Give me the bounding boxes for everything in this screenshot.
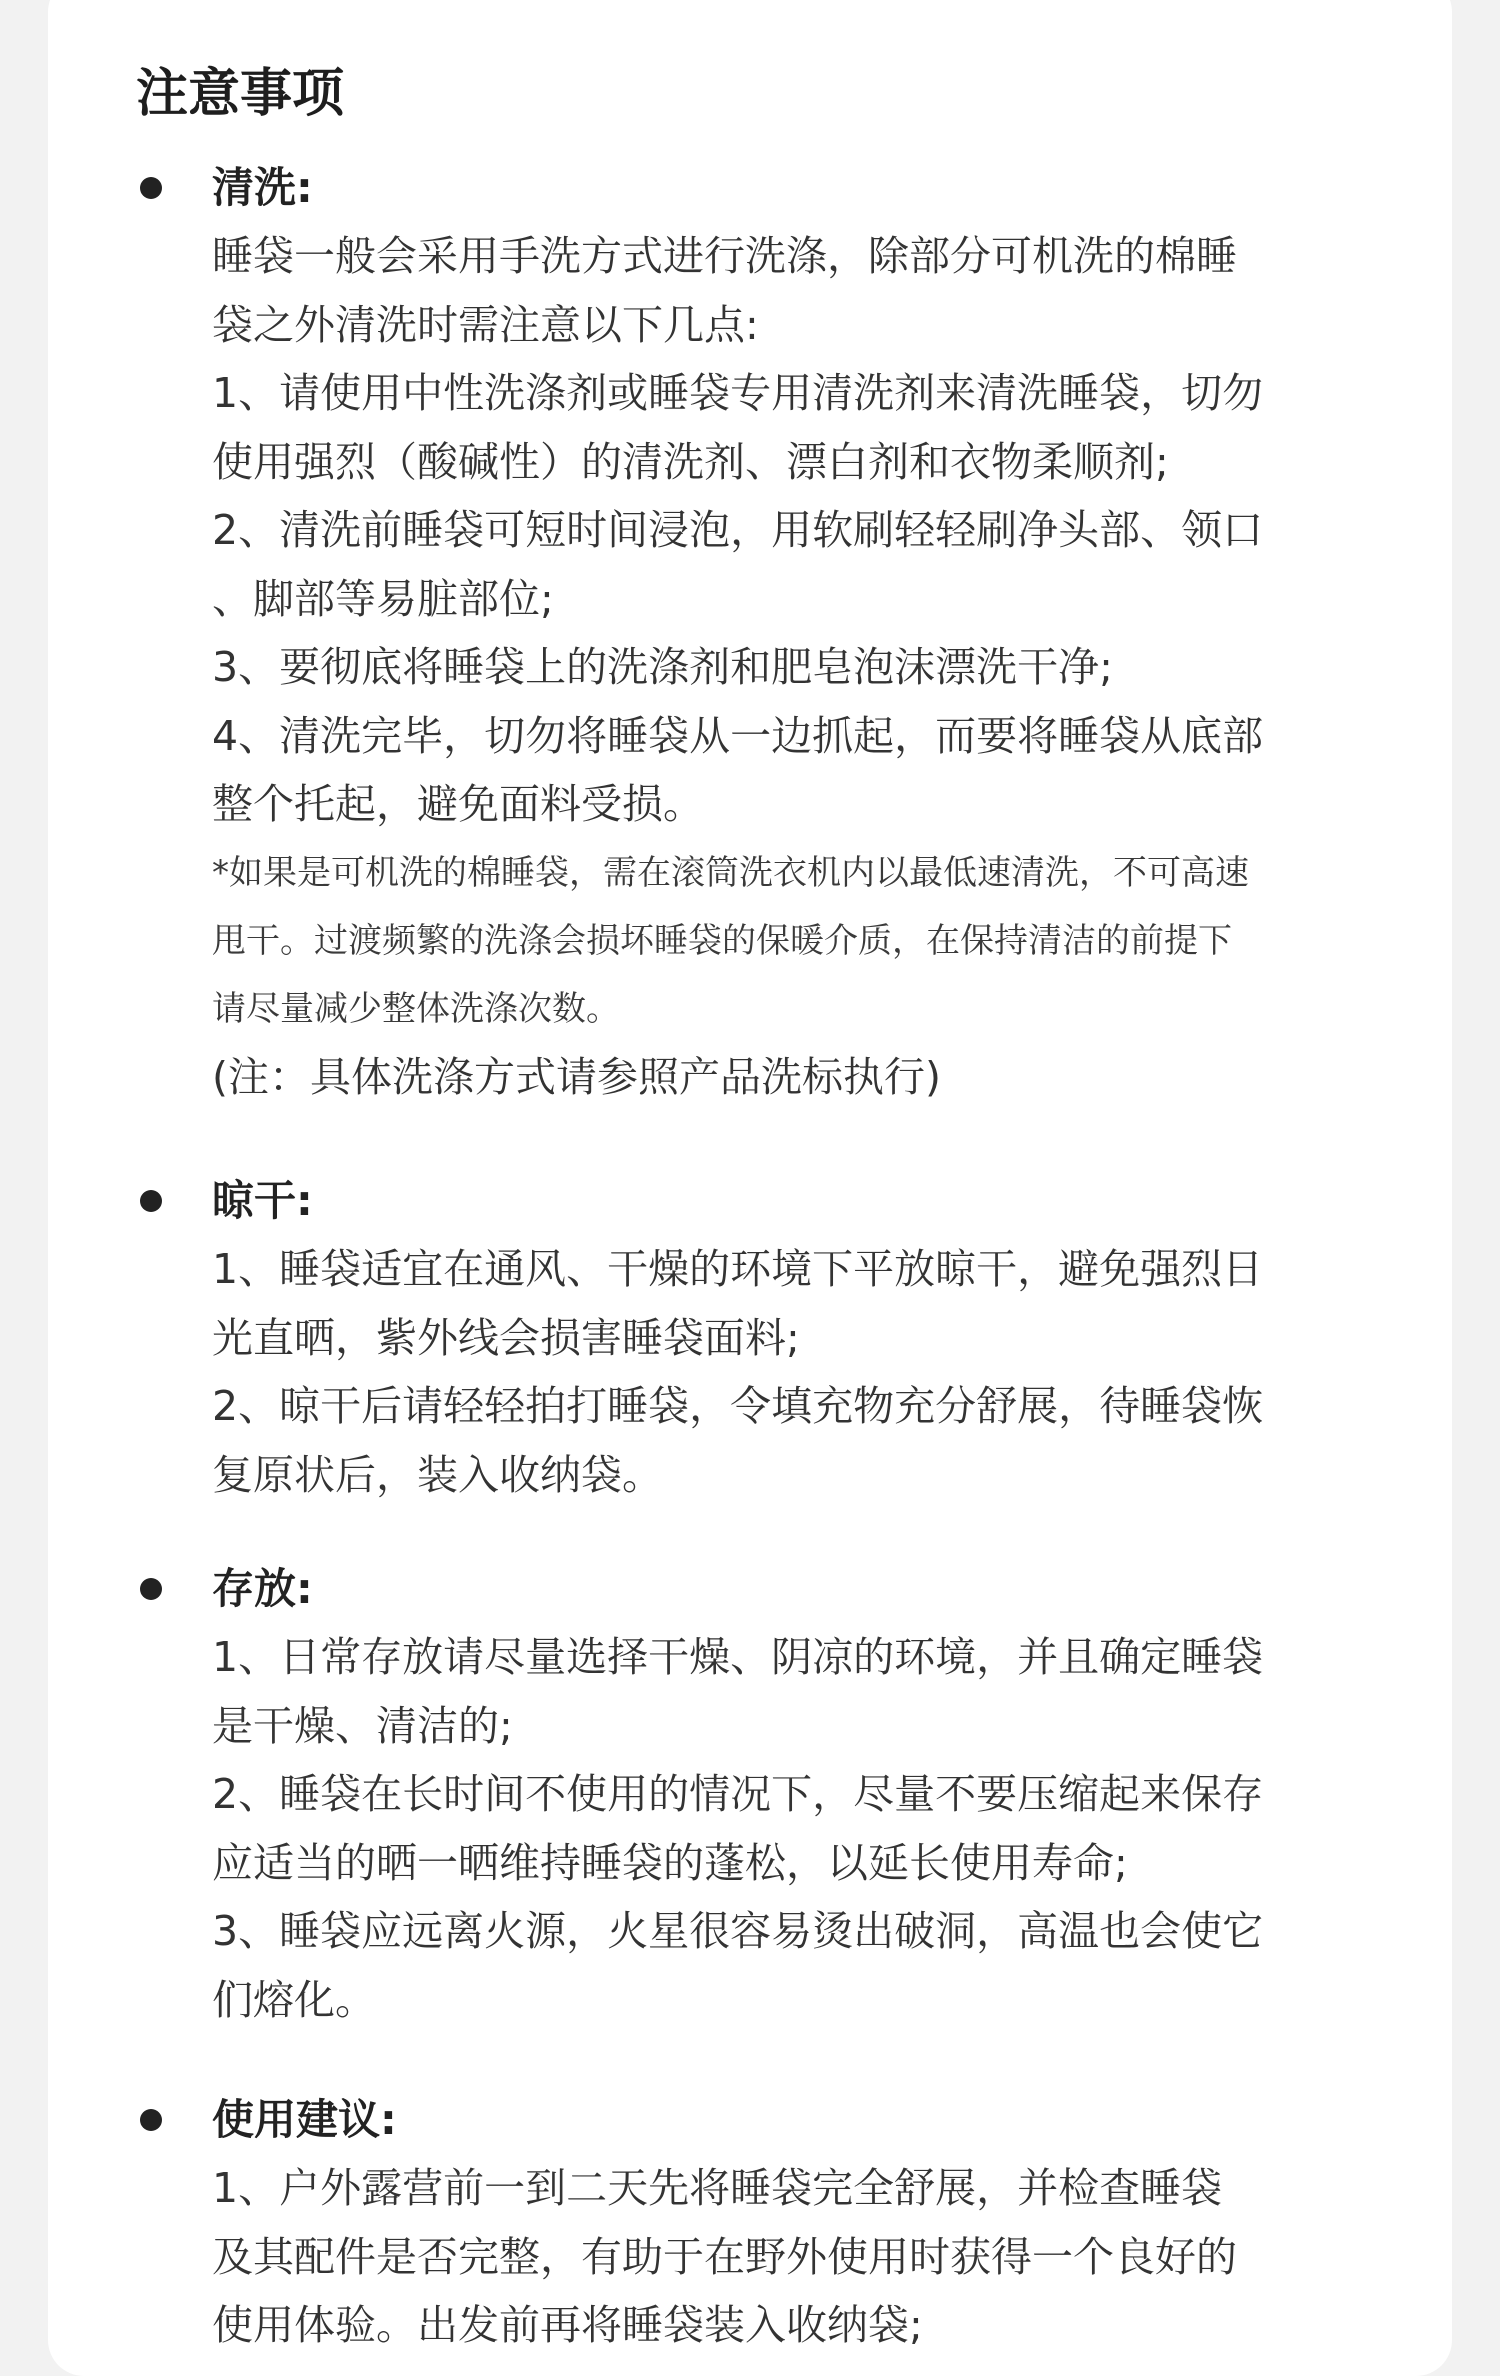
text-line: 3、要彻底将睡袋上的洗涤剂和肥皂泡沫漂洗干净; bbox=[212, 643, 1113, 691]
footnote-line: 甩干。过渡频繁的洗涤会损坏睡袋的保暖介质，在保持清洁的前提下 bbox=[212, 920, 1232, 961]
text-line: 及其配件是否完整，有助于在野外使用时获得一个良好的 bbox=[212, 2232, 1237, 2281]
page-title: 注意事项 bbox=[136, 64, 345, 124]
text-line: 光直晒，紫外线会损害睡袋面料; bbox=[212, 1313, 800, 1362]
footnote-line: *如果是可机洗的棉睡袋，需在滚筒洗衣机内以最低速清洗，不可高速 bbox=[212, 852, 1249, 893]
text-line: 2、晾干后请轻轻拍打睡袋，令填充物充分舒展，待睡袋恢 bbox=[212, 1382, 1264, 1430]
text-line: 应适当的晒一晒维持睡袋的蓬松，以延长使用寿命; bbox=[212, 1838, 1128, 1887]
bullet-icon bbox=[140, 1190, 162, 1212]
text-line: 使用体验。出发前再将睡袋装入收纳袋; bbox=[212, 2301, 923, 2349]
text-line: 、脚部等易脏部位; bbox=[212, 574, 554, 623]
section-heading: 清洗: bbox=[212, 163, 313, 212]
text-line: 1、睡袋适宜在通风、干燥的环境下平放晾干，避免强烈日 bbox=[212, 1245, 1264, 1293]
text-line: 1、户外露营前一到二天先将睡袋完全舒展，并检查睡袋 bbox=[212, 2164, 1223, 2212]
section-heading: 晾干: bbox=[212, 1176, 313, 1225]
text-line: 睡袋一般会采用手洗方式进行洗涤，除部分可机洗的棉睡 bbox=[212, 232, 1237, 280]
section-body bbox=[212, 222, 1500, 1111]
text-line: 2、清洗前睡袋可短时间浸泡，用软刷轻轻刷净头部、领口 bbox=[212, 506, 1264, 554]
section-heading: 使用建议: bbox=[212, 2095, 397, 2144]
section-heading: 存放: bbox=[212, 1564, 313, 1613]
section-body bbox=[212, 1623, 1500, 2034]
text-line: 们熔化。 bbox=[212, 1975, 376, 2024]
text-line: 4、清洗完毕，切勿将睡袋从一边抓起，而要将睡袋从底部 bbox=[212, 711, 1264, 760]
text-line: 袋之外清洗时需注意以下几点: bbox=[212, 300, 759, 349]
text-line: 整个托起，避免面料受损。 bbox=[212, 780, 704, 828]
text-line: 是干燥、清洁的; bbox=[212, 1701, 513, 1750]
text-line: 使用强烈（酸碱性）的清洗剂、漂白剂和衣物柔顺剂; bbox=[212, 437, 1169, 486]
text-line: 1、日常存放请尽量选择干燥、阴凉的环境，并且确定睡袋 bbox=[212, 1633, 1264, 1681]
text-line: (注：具体洗涤方式请参照产品洗标执行) bbox=[212, 1052, 941, 1101]
text-line: 3、睡袋应远离火源，火星很容易烫出破洞，高温也会使它 bbox=[212, 1907, 1264, 1955]
bullet-icon bbox=[140, 177, 162, 199]
bullet-icon bbox=[140, 2109, 162, 2131]
text-line: 1、请使用中性洗涤剂或睡袋专用清洗剂来清洗睡袋，切勿 bbox=[212, 369, 1264, 417]
section-body bbox=[212, 2154, 1500, 2360]
section-body bbox=[212, 1235, 1500, 1509]
text-line: 2、睡袋在长时间不使用的情况下，尽量不要压缩起来保存 bbox=[212, 1770, 1264, 1818]
bullet-icon bbox=[140, 1578, 162, 1600]
footnote-line: 请尽量减少整体洗涤次数。 bbox=[212, 988, 620, 1029]
text-line: 复原状后，装入收纳袋。 bbox=[212, 1450, 663, 1499]
